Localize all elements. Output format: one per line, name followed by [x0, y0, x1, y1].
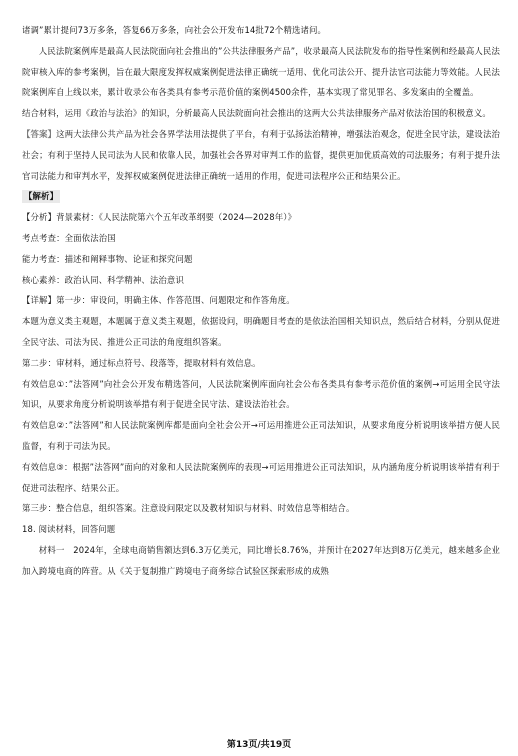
material-one-paragraph: 材料一 2024年，全球电商销售额达到6.3万亿美元，同比增长8.76%，并预计在2027年达到8万亿美元，越来越多企业加入跨境电商的阵营。从《关于复制推广跨境电子商务综合试验区探索形成的成熟: [22, 544, 500, 576]
analysis-ability: 能力考查：描述和阐释事物、论证和探究问题: [22, 253, 193, 264]
analysis-core-literacy: 核心素养：政治认同、科学精神、法治意识: [22, 274, 184, 285]
page-number-footer: 第13页/共19页: [226, 740, 292, 750]
question-prompt: 结合材料，运用《政治与法治》的知识，分析最高人民法院面向社会推出的这两大公共法律服务产品对依法治国的积极意义。: [22, 108, 491, 119]
answer-paragraph: [22, 124, 500, 186]
effective-info-2: 有效信息②：”法答网”和人民法院案例库都是面向全社会公开→可运用推进公正司法知识，从要求角度分析说明该举措方便人民监督，有利于司法为民。: [22, 420, 500, 451]
analysis-knowledge-point: 考点考查：全面依法治国: [22, 232, 116, 243]
detail-step-three: 第三步：整合信息，组织答案。注意设问限定以及教材知识与材料、时效信息等相结合。: [22, 503, 355, 514]
analysis-heading: [22, 186, 500, 207]
material-paragraph-case-library: 人民法院案例库是最高人民法院面向社会推出的”公共法律服务产品”，收录最高人民法院发布的指导性案例和经最高人民法院审核入库的参考案例，旨在最大限度发挥权威案例促进法律正确统一适用、优化司法公开、提升法官司法能力等效能。人民法院案例库自上线以来，累计收录公布各类具有参考示范价值的案例4500余件，基本实现了常见罪名、多发案由的全覆盖。: [22, 45, 500, 98]
answer-tag: 【答案】: [22, 128, 57, 139]
analysis-tag: 【解析】: [24, 191, 59, 202]
detail-step-one-explanation: 本题为意义类主观题，本题属于意义类主观题，依据设问，明确题目考查的是依法治国相关知识点，然后结合材料，分别从促进全民守法、司法为民、推进公正司法的角度组织答案。: [22, 316, 500, 347]
question-18-heading: 18. 阅读材料，回答问题: [22, 524, 116, 535]
answer-body: 这两大法律公共产品为社会各界学法用法提供了平台，有利于弘扬法治精神，增强法治观念，促进全民守法，建设法治社会；有利于坚持人民司法为人民和依靠人民，加强社会各界对审判工作的监督，提供更加优质高效的司法服务；有利于提升法官司法能力和审判水平，发挥权威案例促进法律正确统一适用的作用，促进司法程序公正和结果公正。: [22, 128, 501, 181]
effective-info-1: 有效信息①：”法答网”向社会公开发布精选答问，人民法院案例库面向社会公布各类具有参考示范价值的案例→可运用全民守法知识，从要求角度分析说明该举措有利于促进全民守法、建设法治社会。: [22, 378, 500, 410]
detail-step-one: 【详解】第一步：审设问，明确主体、作答范围、问题限定和作答角度。: [22, 295, 295, 306]
analysis-background: 【分析】背景素材：《人民法院第六个五年改革纲要（2024—2028年）》: [22, 212, 297, 223]
effective-info-3: 有效信息③：根据”法答网”面向的对象和人民法院案例库的表现→可运用推进公正司法知识，从内涵角度分析说明该举措有利于促进司法程序、结果公正。: [22, 461, 500, 493]
detail-step-two: 第二步：审材料，通过标点符号、段落等，提取材料有效信息。: [22, 357, 261, 368]
paragraph-continuation: 诸调”累计提问73万多条，答复66万多条，向社会公开发布14批72个精选诸问。: [22, 25, 327, 35]
